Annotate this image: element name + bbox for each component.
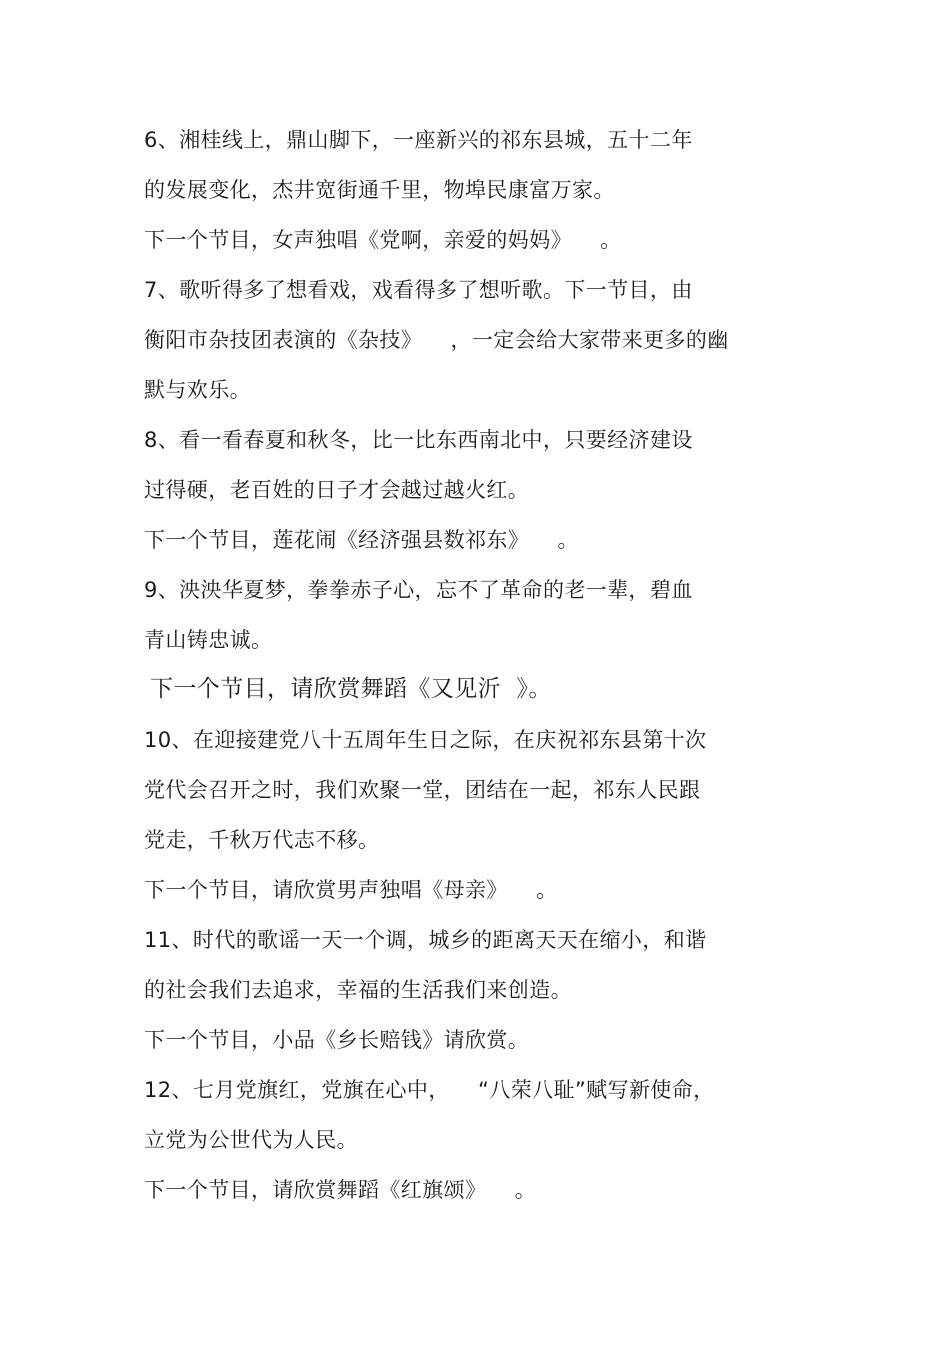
text-line: 下一个节目，请欣赏舞蹈《又见沂 》。 — [150, 676, 552, 702]
text-line: 的发展变化，杰井宽街通千里，物埠民康富万家。 — [144, 178, 615, 202]
text-line: 6、湘桂线上，鼎山脚下，一座新兴的祁东县城，五十二年 — [144, 128, 693, 152]
text-line: 9、泱泱华夏梦，拳拳赤子心，忘不了革命的老一辈，碧血 — [144, 578, 693, 602]
text-line: 下一个节目，莲花闹《经济强县数祁东》 。 — [144, 528, 579, 552]
text-line: 11、时代的歌谣一天一个调，城乡的距离天天在缩小，和谐 — [144, 928, 707, 952]
text-line: 党代会召开之时，我们欢聚一堂，团结在一起，祁东人民跟 — [144, 778, 701, 802]
text-line: 下一个节目，请欣赏舞蹈《红旗颂》 。 — [144, 1178, 537, 1202]
text-line: 下一个节目，女声独唱《党啊，亲爱的妈妈》 。 — [144, 228, 622, 252]
text-line: 12、七月党旗红，党旗在心中， “八荣八耻”赋写新使命， — [144, 1078, 715, 1102]
text-line: 8、看一看春夏和秋冬，比一比东西南北中，只要经济建设 — [144, 428, 693, 452]
text-line: 党走，千秋万代志不移。 — [144, 828, 380, 852]
text-line: 默与欢乐。 — [144, 378, 251, 402]
text-line: 的社会我们去追求，幸福的生活我们来创造。 — [144, 978, 572, 1002]
text-line: 下一个节目，请欣赏男声独唱《母亲》 。 — [144, 878, 558, 902]
text-line: 下一个节目，小品《乡长赔钱》请欣赏。 — [144, 1028, 530, 1052]
text-line: 青山铸忠诚。 — [144, 628, 273, 652]
text-line: 10、在迎接建党八十五周年生日之际，在庆祝祁东县第十次 — [144, 728, 707, 752]
text-line: 立党为公世代为人民。 — [144, 1128, 358, 1152]
text-line: 过得硬，老百姓的日子才会越过越火红。 — [144, 478, 530, 502]
text-line: 衡阳市杂技团表演的《杂技》 ，一定会给大家带来更多的幽 — [144, 328, 729, 352]
text-line: 7、歌听得多了想看戏，戏看得多了想听歌。下一节目，由 — [144, 278, 693, 302]
